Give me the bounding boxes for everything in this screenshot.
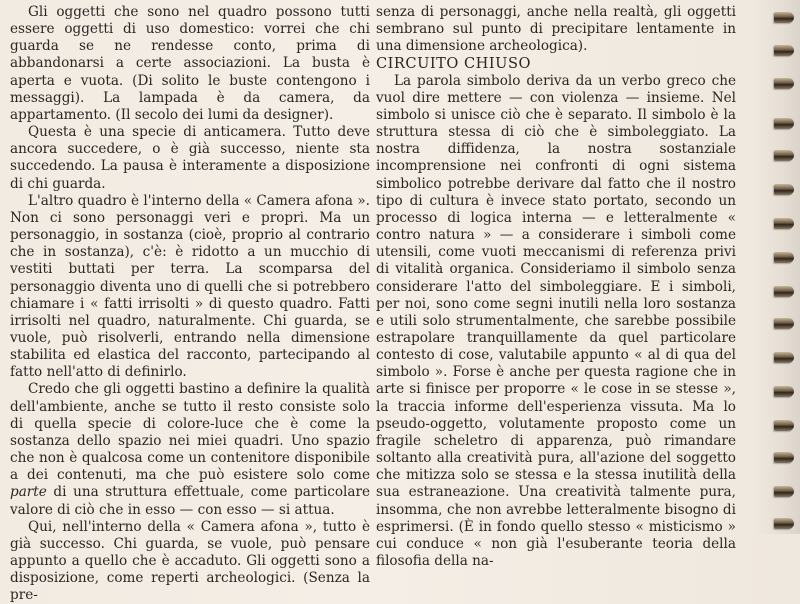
binding-ring bbox=[774, 518, 794, 529]
binding-ring bbox=[774, 318, 794, 329]
paragraph bbox=[10, 381, 370, 518]
right-column bbox=[376, 4, 736, 570]
binding-ring bbox=[774, 420, 794, 431]
paragraph: La parola simbolo deriva da un verbo greco che vuol dire mettere — con violenza — insieme. Nel simbolo si unisce ciò che è separato. Il simbolo è la struttura stessa di ciò che è simboleggiato. La nostra diffidenza, la nostra sostanziale incomprensione nei confronti di ogni sistema simbolico potrebbe derivare dal fatto che il nostro tipo di cultura è invece stato portato, secondo un processo di logica interna — e letteralmente « contro natura » — a considerare i simboli come utensili, come vuoti meccanismi di referenza privi di vitalità organica. Consideriamo il simbolo senza considerare l'atto del simboleggiare. E i simboli, per noi, sono come segni inutili nella loro sostanza e utili solo strumentalmente, che sarebbe possibile estrapolare tranquillamente da quel particolare contesto di cose, valutabile appunto « al di qua del simbolo ». Forse è anche per questa ragione che in arte si finisce per proporre « le cose in se stesse », la traccia informe dell'esperienza vissuta. Ma lo pseudo-oggetto, volutamente proposto come un fragile scheletro di apparenza, può rimandare soltanto alla creatività pura, all'azione del soggetto che mitizza solo se stessa e la stessa inutilità della sua estraneazione. Una creatività talmente pura, insomma, che non avrebbe letteralmente bisogno di esprimersi. (È in fondo quello stesso « misticismo » cui conduce « non già l'esuberante teoria della filosofia della na- bbox=[376, 72, 736, 569]
paragraph-text: di una struttura effettuale, come particolare valore di ciò che in esso — con esso — si attua. bbox=[10, 484, 370, 518]
binding-ring bbox=[774, 150, 794, 161]
binding-ring bbox=[774, 486, 794, 497]
binding-ring bbox=[774, 218, 794, 229]
continued-paragraph: senza di personaggi, anche nella realtà, gli oggetti sembrano sul punto di precipitare lentamente in una dimensione archeologica). bbox=[376, 4, 736, 55]
binding-ring bbox=[774, 352, 794, 363]
left-column bbox=[10, 4, 370, 604]
paragraph-text: Credo che gli oggetti bastino a definire la qualità dell'ambiente, anche se tutto il resto consiste solo di quella specie di colore-luce che è come la sostanza dello spazio nei miei quadri. Uno spazio che non è qualcosa come un contenitore disponibile a dei contenuti, ma che può esistere solo come bbox=[10, 381, 370, 484]
binding-ring bbox=[774, 45, 794, 56]
paragraph: L'altro quadro è l'interno della « Camera afona ». Non ci sono personaggi veri e propri. Ma un personaggio, in sostanza (cioè, proprio al contrario che in sostanza), c'è: è ridotto a un mucchio di vestiti buttati per terra. La scomparsa del personaggio diventa uno di quelli che si potrebbero chiamare i « fatti irrisolti » di questo quadro. Fatti irrisolti nel quadro, naturalmente. Chi guarda, se vuole, può risolverli, entrando nella dimensione stabilita ed elastica del racconto, partecipando al fatto nell'atto di definirlo. bbox=[10, 192, 370, 381]
binding-ring bbox=[774, 286, 794, 297]
paragraph: Questa è una specie di anticamera. Tutto deve ancora succedere, o è già successo, niente sta succedendo. La pausa è interamente a disposizione di chi guarda. bbox=[10, 124, 370, 192]
binding-ring bbox=[774, 118, 794, 129]
spiral-binding bbox=[754, 0, 800, 534]
binding-ring bbox=[774, 78, 794, 89]
binding-ring bbox=[774, 252, 794, 263]
binding-ring bbox=[774, 452, 794, 463]
binding-ring bbox=[774, 12, 794, 23]
paragraph: Gli oggetti che sono nel quadro possono tutti essere oggetti di uso domestico: vorrei che chi guarda se ne rendesse conto, prima di abbandonarsi a certe associazioni. La busta è aperta e vuota. (Di solito le buste contengono i messaggi). La lampada è da camera, da appartamento. (Il secolo dei lumi da designer). bbox=[10, 4, 370, 123]
section-heading: CIRCUITO CHIUSO bbox=[376, 55, 531, 73]
italic-word: parte bbox=[10, 484, 47, 501]
binding-ring bbox=[774, 386, 794, 397]
binding-ring bbox=[774, 184, 794, 195]
paragraph: Qui, nell'interno della « Camera afona », tutto è già successo. Chi guarda, se vuole, può pensare appunto a quello che è accaduto. Gli oggetti sono a disposizione, come reperti archeologici. (Senza la pre- bbox=[10, 518, 370, 604]
